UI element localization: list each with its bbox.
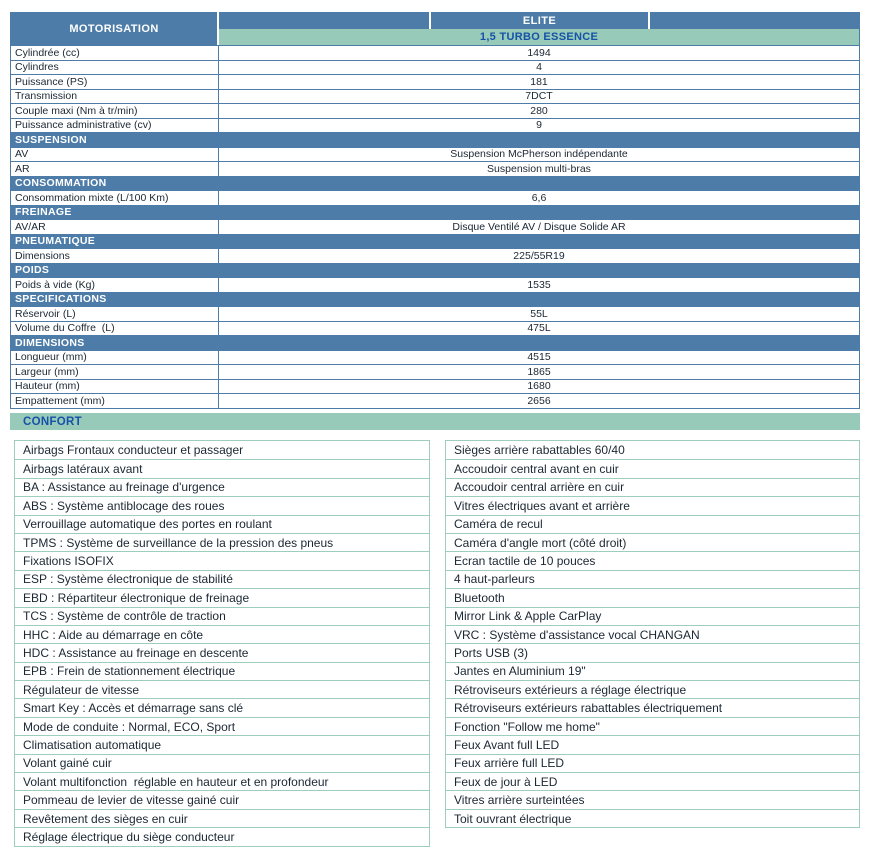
section-band: SPECIFICATIONS	[11, 292, 859, 307]
feature-item: VRC : Système d'assistance vocal CHANGAN	[446, 625, 859, 643]
spec-table	[10, 12, 860, 409]
feature-item: Sièges arrière rabattables 60/40	[454, 443, 625, 458]
feature-item: Volant multifonction réglable en hauteur et en profondeur	[15, 772, 429, 790]
feature-item: ESP : Système électronique de stabilité	[15, 570, 429, 588]
spec-value: 1535	[527, 278, 551, 291]
feature-item: Vitres électriques avant et arrière	[446, 496, 859, 514]
spec-value: 475L	[527, 322, 551, 335]
spec-row	[11, 350, 859, 365]
section-band: CONSOMMATION	[11, 176, 859, 191]
feature-item: Rétroviseurs extérieurs rabattables électriquement	[446, 698, 859, 716]
section-band: FREINAGE	[11, 205, 859, 220]
feature-item: Régulateur de vitesse	[15, 680, 429, 698]
feature-item: HHC : Aide au démarrage en côte	[15, 625, 429, 643]
spec-row	[11, 45, 859, 60]
feature-item: Rétroviseurs extérieurs a réglage électrique	[446, 680, 859, 698]
spec-label: Cylindres	[11, 61, 219, 75]
feature-item: Vitres arrière surteintées	[446, 790, 859, 808]
feature-item: TPMS : Système de surveillance de la pression des pneus	[15, 533, 429, 551]
confort-feature-list-right	[445, 440, 860, 828]
confort-section-title: CONFORT	[10, 413, 860, 430]
section-band: DIMENSIONS	[11, 335, 859, 350]
motorisation-header-cell: MOTORISATION	[11, 12, 219, 45]
spec-value: 2656	[527, 394, 551, 407]
spec-label: AV/AR	[11, 220, 219, 234]
spec-row	[11, 103, 859, 118]
feature-item: Verrouillage automatique des portes en roulant	[15, 515, 429, 533]
feature-item: Mode de conduite : Normal, ECO, Sport	[15, 717, 429, 735]
feature-item: Accoudoir central arrière en cuir	[446, 478, 859, 496]
feature-item: Caméra de recul	[446, 515, 859, 533]
spec-label: Largeur (mm)	[11, 365, 219, 379]
spec-value: 4	[536, 61, 542, 74]
feature-item: Feux arrière full LED	[446, 754, 859, 772]
spec-row	[11, 147, 859, 162]
spec-label: Longueur (mm)	[11, 351, 219, 365]
feature-item: Ecran tactile de 10 pouces	[446, 551, 859, 569]
trim-header-area	[219, 12, 859, 45]
spec-row	[11, 306, 859, 321]
spec-row	[11, 60, 859, 75]
feature-item: Revêtement des sièges en cuir	[15, 809, 429, 827]
feature-item: Smart Key : Accès et démarrage sans clé	[15, 698, 429, 716]
spec-row	[11, 379, 859, 394]
trim-blank-cell-left	[219, 12, 431, 29]
spec-value: 6,6	[531, 191, 547, 204]
section-band: POIDS	[11, 263, 859, 278]
spec-label: Hauteur (mm)	[11, 380, 219, 394]
feature-item: EPB : Frein de stationnement électrique	[15, 662, 429, 680]
spec-row	[11, 74, 859, 89]
feature-item: Feux de jour à LED	[446, 772, 859, 790]
confort-feature-columns	[14, 440, 860, 847]
feature-item: 4 haut-parleurs	[446, 570, 859, 588]
spec-row	[11, 89, 859, 104]
spec-value: 9	[536, 119, 542, 132]
spec-label: Réservoir (L)	[11, 307, 219, 321]
spec-value: 4515	[527, 351, 551, 364]
spec-label: Dimensions	[11, 249, 219, 263]
feature-item: Airbags Frontaux conducteur et passager	[23, 443, 244, 458]
spec-rows	[11, 45, 859, 408]
spec-value: Suspension McPherson indépendante	[450, 148, 628, 161]
feature-item: Fonction "Follow me home"	[446, 717, 859, 735]
feature-item: Accoudoir central avant en cuir	[446, 459, 859, 477]
spec-value: 280	[530, 104, 548, 117]
spec-label: Volume du Coffre (L)	[11, 322, 219, 336]
feature-item: Bluetooth	[446, 588, 859, 606]
spec-value: 1494	[527, 46, 551, 59]
spec-label: Empattement (mm)	[11, 394, 219, 408]
spec-row	[11, 248, 859, 263]
feature-item: HDC : Assistance au freinage en descente	[15, 643, 429, 661]
spec-label: Puissance (PS)	[11, 75, 219, 89]
confort-feature-list-left	[14, 440, 430, 847]
spec-label: Consommation mixte (L/100 Km)	[11, 191, 219, 205]
feature-item: Volant gainé cuir	[15, 754, 429, 772]
spec-label: Cylindrée (cc)	[11, 46, 219, 60]
spec-value: 55L	[530, 307, 548, 320]
feature-item: Réglage électrique du siège conducteur	[15, 827, 429, 845]
feature-item: Airbags latéraux avant	[15, 459, 429, 477]
spec-row	[11, 161, 859, 176]
spec-row	[11, 190, 859, 205]
engine-name-cell: 1,5 TURBO ESSENCE	[219, 29, 859, 45]
spec-value: 1865	[527, 365, 551, 378]
spec-value: Suspension multi-bras	[487, 162, 591, 175]
spec-row	[11, 364, 859, 379]
spec-row	[11, 277, 859, 292]
feature-item: Fixations ISOFIX	[15, 551, 429, 569]
spec-label: AR	[11, 162, 219, 176]
trim-row	[219, 12, 859, 29]
spec-row	[11, 321, 859, 336]
feature-item: Toit ouvrant électrique	[446, 809, 859, 827]
spec-label: Puissance administrative (cv)	[11, 119, 219, 133]
spec-label: Couple maxi (Nm à tr/min)	[11, 104, 219, 118]
section-band: SUSPENSION	[11, 132, 859, 147]
section-band: PNEUMATIQUE	[11, 234, 859, 249]
spec-value: 181	[530, 75, 548, 88]
spec-label: Poids à vide (Kg)	[11, 278, 219, 292]
spec-row	[11, 118, 859, 133]
feature-item: EBD : Répartiteur électronique de freinage	[15, 588, 429, 606]
feature-item: Ports USB (3)	[446, 643, 859, 661]
feature-item: Feux Avant full LED	[446, 735, 859, 753]
spec-row	[11, 393, 859, 408]
spec-value: 7DCT	[525, 90, 553, 103]
trim-name-cell: ELITE	[431, 12, 650, 29]
spec-row	[11, 219, 859, 234]
feature-item: ABS : Système antiblocage des roues	[15, 496, 429, 514]
feature-item: Jantes en Aluminium 19"	[446, 662, 859, 680]
trim-blank-cell-right	[650, 12, 859, 29]
feature-item: Climatisation automatique	[15, 735, 429, 753]
feature-item: BA : Assistance au freinage d'urgence	[15, 478, 429, 496]
feature-item: TCS : Système de contrôle de traction	[15, 607, 429, 625]
feature-item: Pommeau de levier de vitesse gainé cuir	[15, 790, 429, 808]
spec-label: AV	[11, 148, 219, 162]
spec-value: 1680	[527, 380, 551, 393]
spec-table-header	[11, 12, 859, 45]
spec-value: Disque Ventilé AV / Disque Solide AR	[452, 220, 626, 233]
spec-value: 225/55R19	[513, 249, 565, 262]
feature-item: Caméra d'angle mort (côté droit)	[446, 533, 859, 551]
feature-item: Mirror Link & Apple CarPlay	[446, 607, 859, 625]
spec-label: Transmission	[11, 90, 219, 104]
